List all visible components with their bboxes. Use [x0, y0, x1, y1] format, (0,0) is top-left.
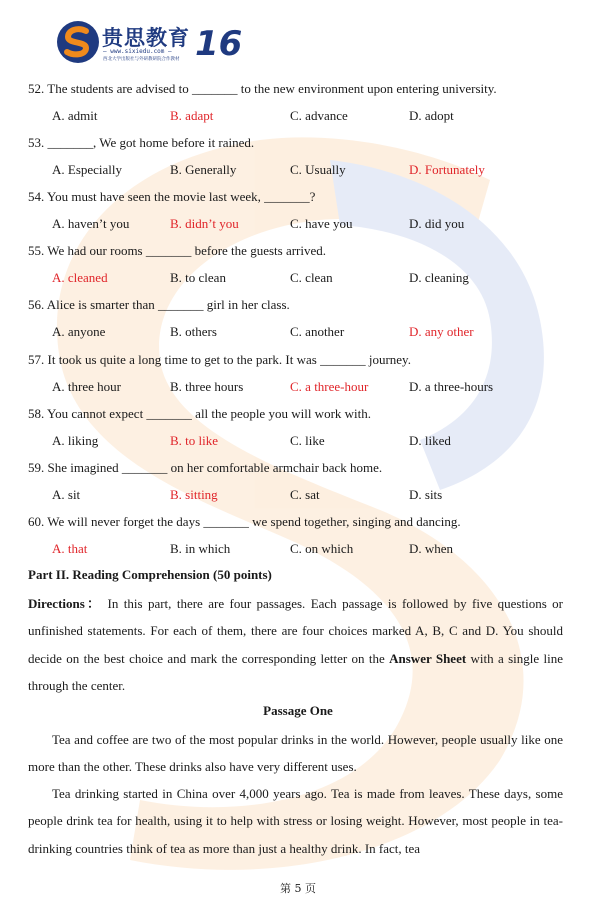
option: B. others: [170, 324, 217, 340]
question-stem: 55. We had our rooms _______ before the guests arrived.: [28, 243, 327, 259]
question-stem: 58. You cannot expect _______ all the people you will work with.: [28, 405, 372, 421]
answer-option: C. a three-hour: [290, 378, 369, 394]
option: A. three hour: [52, 378, 121, 394]
option: D. did you: [409, 216, 465, 232]
option: D. sits: [409, 486, 443, 502]
question-stem: 57. It took us quite a long time to get to the park. It was _______ journey.: [28, 351, 411, 367]
answer-option: B. sitting: [170, 486, 218, 502]
option: D. liked: [409, 432, 451, 448]
option: A. admit: [52, 108, 98, 123]
answer-option: B. to like: [170, 432, 219, 448]
option: A. sit: [52, 486, 81, 502]
logo-number-16: [194, 21, 243, 64]
passage-paragraph-2: Tea drinking started in China over 4,000 years ago. Tea is made from leaves. These days, some people drink tea for health, using it to help with stress or losing weight. However, most people in tea-drinking countries think of tea as more than just a healthy drink. In fact, tea: [28, 786, 563, 856]
option: D. when: [409, 540, 454, 556]
answer-option: B. didn’t you: [170, 216, 239, 232]
question-stem: 59. She imagined _______ on her comfortable armchair back home.: [28, 459, 383, 475]
passage-title: Passage One: [263, 703, 333, 718]
question-options: [52, 433, 532, 451]
option: C. another: [290, 324, 345, 340]
option: B. in which: [170, 540, 231, 556]
option: C. clean: [290, 270, 333, 286]
answer-option: D. any other: [409, 324, 474, 340]
option: D. adopt: [409, 108, 454, 123]
question-options: [52, 379, 532, 397]
question-stem: 54. You must have seen the movie last week, _______?: [28, 189, 316, 205]
question-stem: 53. _______, We got home before it rained.: [28, 135, 255, 151]
logo-name: 贵思教育: [102, 26, 190, 50]
question-options: [52, 108, 532, 126]
option: C. Usually: [290, 162, 346, 178]
logo-s-icon: [56, 20, 100, 64]
question-options: [52, 270, 532, 288]
logo-number-text: 16: [195, 24, 243, 64]
question-stem: 60. We will never forget the days _______ we spend together, singing and dancing.: [28, 513, 461, 529]
directions: [28, 590, 563, 699]
option: D. cleaning: [409, 270, 469, 286]
option: C. advance: [290, 108, 348, 123]
option: A. liking: [52, 432, 99, 448]
option: B. Generally: [170, 162, 237, 178]
option: A. haven’t you: [52, 216, 130, 232]
option: C. sat: [290, 486, 320, 502]
question-options: [52, 487, 532, 505]
option: A. anyone: [52, 324, 106, 340]
answer-sheet-label: Answer Sheet: [389, 650, 467, 666]
directions-label: Directions：: [28, 596, 103, 611]
answer-option: D. Fortunately: [409, 162, 485, 178]
question-options: [52, 216, 532, 234]
question-stem: 56. Alice is smarter than _______ girl in her class.: [28, 297, 290, 313]
answer-option: B. adapt: [170, 108, 214, 123]
passage-paragraph-1: Tea and coffee are two of the most popular drinks in the world. However, people usually like one more than the other. These drinks also have very different uses.: [28, 732, 563, 775]
logo: [56, 20, 243, 66]
question-options: [52, 324, 532, 342]
option: D. a three-hours: [409, 378, 494, 394]
option: A. Especially: [52, 162, 123, 178]
option: C. like: [290, 432, 325, 448]
answer-option: A. cleaned: [52, 270, 108, 286]
question-options: [52, 541, 532, 559]
directions-text-2: with a single line through the center.: [28, 650, 563, 693]
option: C. on which: [290, 540, 354, 556]
option: B. three hours: [170, 378, 244, 394]
question-options: [52, 162, 532, 180]
logo-url: — www.sixiedu.com —: [103, 48, 172, 55]
logo-subtitle: 西北大学出版社与外研教研院合作教材: [103, 57, 180, 62]
option: B. to clean: [170, 270, 226, 286]
page-number: 第 5 页: [280, 882, 316, 895]
answer-option: A. that: [52, 540, 88, 556]
option: C. have you: [290, 216, 353, 232]
part-title: Part II. Reading Comprehension (50 points): [28, 567, 272, 582]
directions-text-1: In this part, there are four passages. Each passage is followed by five questions or unfinished statements. For each of them, there are four choices marked A, B, C and D. You should decide on the best choice and mark the corresponding letter on the: [28, 596, 563, 666]
question-stem: 52. The students are advised to _______ to the new environment upon entering university.: [28, 81, 497, 96]
